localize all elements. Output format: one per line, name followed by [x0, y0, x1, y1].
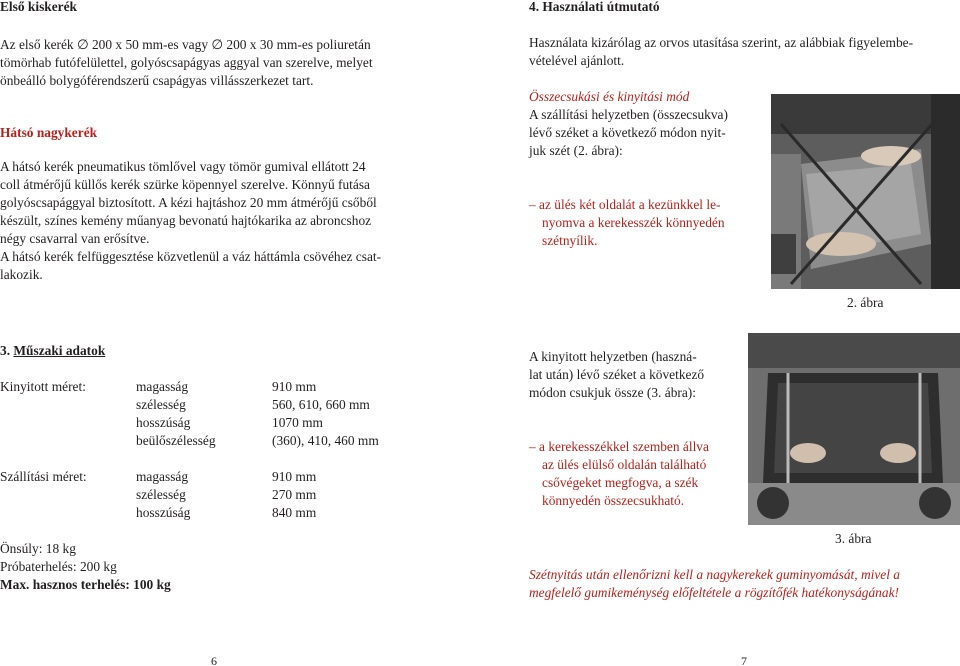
tech-data-number: 3. — [0, 343, 14, 358]
spec-name: magasság — [136, 469, 189, 484]
close-line: lat után) lévő széket a következő — [529, 367, 705, 382]
front-wheel-text — [0, 36, 432, 90]
spec-name: hosszúság — [136, 505, 191, 520]
close-step — [529, 438, 761, 510]
close-step-line: az ülés elülső oldalán található — [542, 457, 707, 472]
close-step-line: könnyedén összecsukható. — [542, 493, 685, 508]
tech-data-heading — [0, 342, 105, 360]
figure-3-image — [748, 333, 960, 525]
transport-label: Szállítási méret: — [0, 469, 87, 484]
figure-3-caption: 3. ábra — [835, 531, 872, 546]
close-line: módon csukjuk össze (3. ábra): — [529, 385, 696, 400]
front-wheel-heading: Első kiskerék — [0, 0, 78, 14]
tech-data-title: Műszaki adatok — [13, 343, 106, 358]
figure-2-caption: 2. ábra — [847, 295, 884, 310]
rear-wheel-line: golyóscsapággyal biztosított. A kézi hajtáshoz 20 mm átmérőjű csőből — [0, 195, 377, 210]
fold-step-line: nyomva a kerekesszék könnyedén — [542, 215, 725, 230]
fold-heading: Összecsukási és kinyitási mód — [529, 89, 690, 104]
rear-wheel-line: A hátsó kerék pneumatikus tömlővel vagy tömör gumival ellátott 24 — [0, 159, 366, 174]
front-wheel-line: Az első kerék ∅ 200 x 50 mm-es vagy ∅ 200 x 30 mm-es poliuretán — [0, 37, 371, 52]
spec-value: 560, 610, 660 mm — [272, 397, 370, 412]
warning-line: Szétnyitás után ellenőrizni kell a nagykerekek guminyomását, mivel a — [529, 567, 900, 582]
spec-value: 910 mm — [272, 379, 317, 394]
test-load-text: Próbaterhelés: 200 kg — [0, 559, 117, 574]
instructions-heading: 4. Használati útmutató — [529, 0, 660, 14]
spec-name: szélesség — [136, 487, 186, 502]
spec-name: beülőszélesség — [136, 433, 216, 448]
rear-wheel-line: készült, színes kemény műanyag bevonatú hajtókarika az abroncshoz — [0, 213, 372, 228]
fold-step — [529, 196, 761, 250]
instructions-text — [529, 34, 960, 70]
fold-line: lévő széket a következő módon nyit- — [529, 125, 726, 140]
spec-value: 910 mm — [272, 469, 317, 484]
front-wheel-line: önbeálló bolygóférendszerű csapágyas villásszerkezet tart. — [0, 73, 314, 88]
figure-2-photo — [771, 94, 960, 289]
weight-text: Önsúly: 18 kg — [0, 541, 76, 556]
close-text — [529, 348, 761, 402]
page-number-left: 6 — [211, 654, 217, 666]
fold-step-line: szétnyílik. — [542, 233, 598, 248]
close-step-line: csővégeket megfogva, a szék — [542, 475, 699, 490]
fold-text — [529, 106, 761, 160]
spec-value: 1070 mm — [272, 415, 323, 430]
unfolded-label: Kinyitott méret: — [0, 379, 86, 394]
spec-value: (360), 410, 460 mm — [272, 433, 379, 448]
front-wheel-line: tömörhab futófelülettel, golyóscsapágyas aggyal van szerelve, melyet — [0, 55, 373, 70]
fold-line: juk szét (2. ábra): — [529, 143, 623, 158]
close-step-line: – a kerekesszékkel szemben állva — [529, 439, 709, 454]
instructions-line: Használata kizárólag az orvos utasítása szerint, az alábbiak figyelembe- — [529, 35, 914, 50]
rear-wheel-line: lakozik. — [0, 267, 43, 282]
warning-line: megfelelő gumikeménység előfeltétele a rögzítőfék hatékonyságának! — [529, 585, 899, 600]
spec-name: hosszúság — [136, 415, 191, 430]
spec-name: magasság — [136, 379, 189, 394]
page-number-right: 7 — [741, 654, 747, 666]
fold-line: A szállítási helyzetben (összecsukva) — [529, 107, 728, 122]
spec-value: 840 mm — [272, 505, 317, 520]
figure-3-photo — [748, 333, 960, 525]
spec-value: 270 mm — [272, 487, 317, 502]
instructions-line: vételével ajánlott. — [529, 53, 625, 68]
close-line: A kinyitott helyzetben (haszná- — [529, 349, 697, 364]
rear-wheel-text — [0, 158, 432, 284]
rear-wheel-line: négy csavarral van erősítve. — [0, 231, 150, 246]
warning-text — [529, 566, 960, 602]
figure-2-image — [771, 94, 960, 289]
max-load-text: Max. hasznos terhelés: 100 kg — [0, 577, 171, 592]
rear-wheel-heading: Hátsó nagykerék — [0, 125, 98, 140]
rear-wheel-line: coll átmérőjű küllős kerék szürke köpennyel szerelve. Könnyű futása — [0, 177, 370, 192]
fold-step-line: – az ülés két oldalát a kezünkkel le- — [529, 197, 721, 212]
rear-wheel-line: A hátsó kerék felfüggesztése közvetlenül a váz háttámla csövéhez csat- — [0, 249, 382, 264]
spec-name: szélesség — [136, 397, 186, 412]
